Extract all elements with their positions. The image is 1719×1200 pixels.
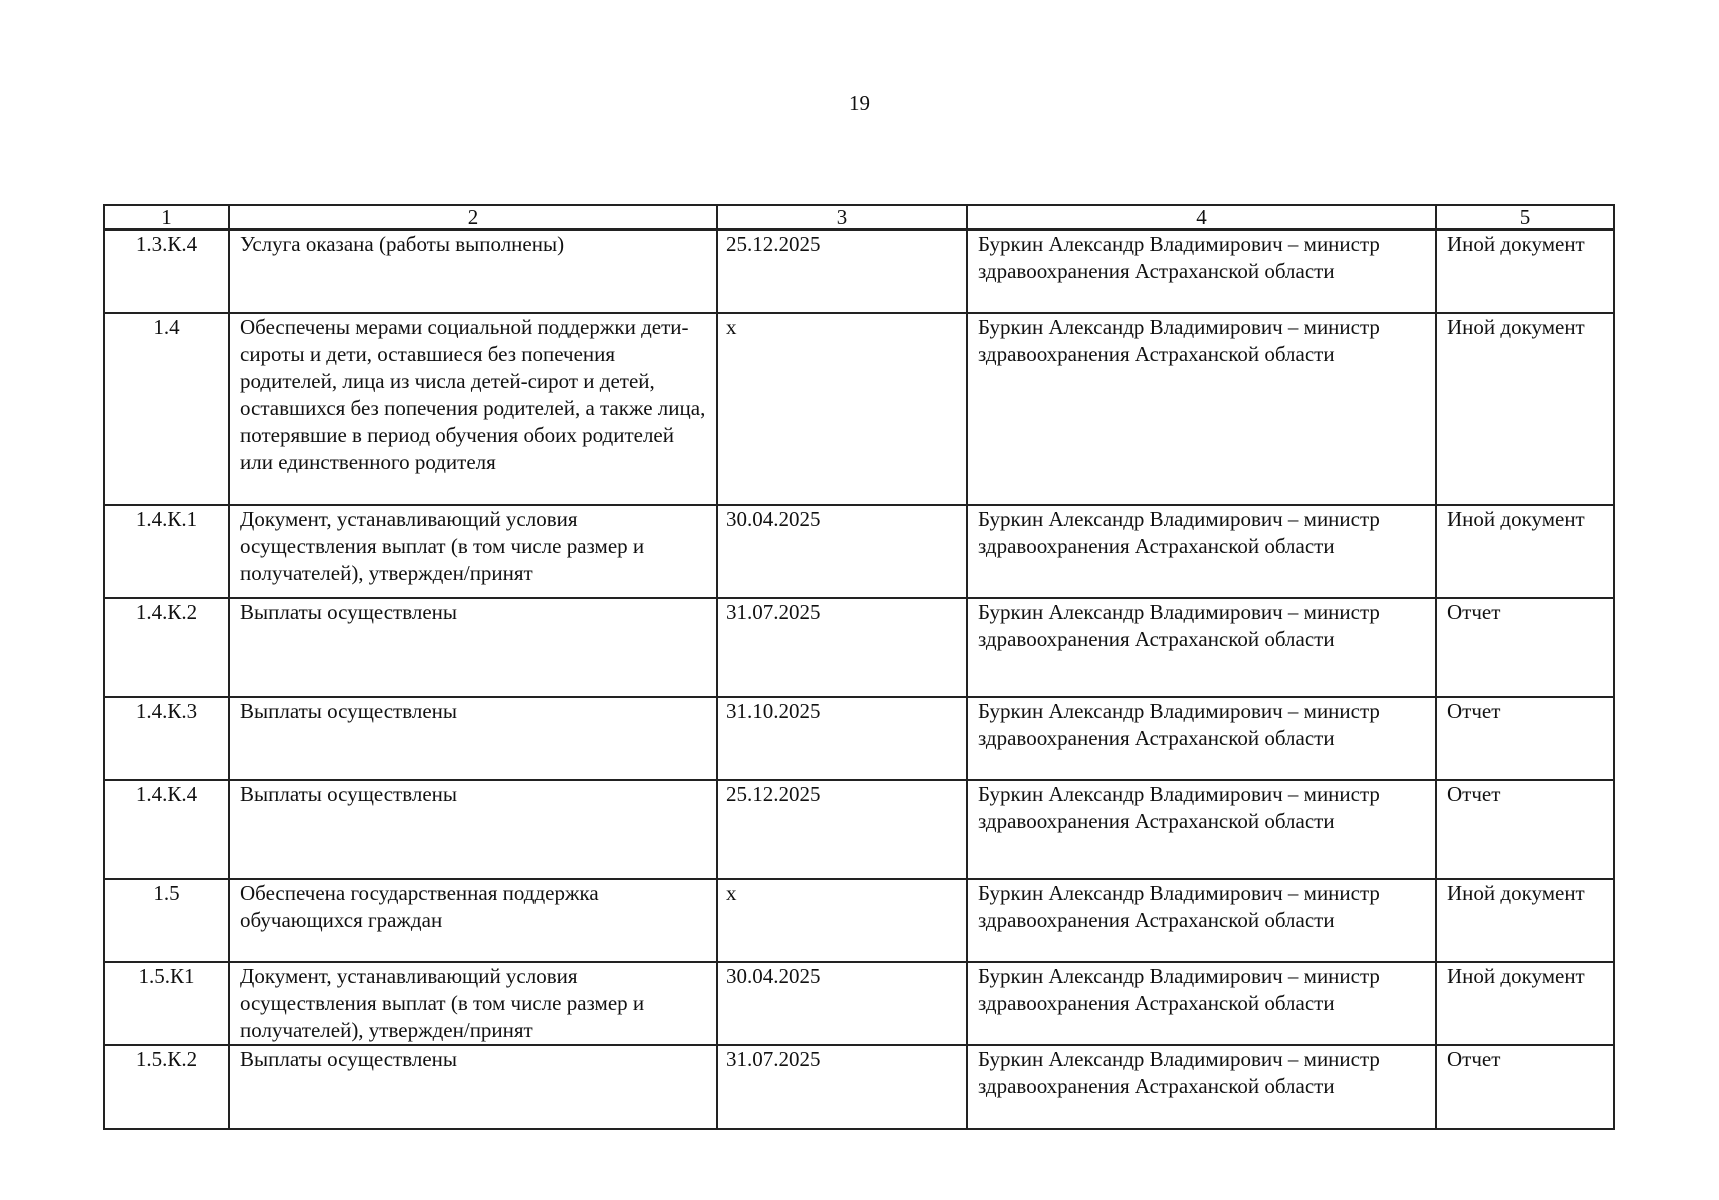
row-date: 25.12.2025	[717, 780, 967, 879]
table-header-row	[104, 205, 1614, 230]
page-number: 19	[849, 91, 870, 115]
row-code: 1.3.К.4	[104, 230, 229, 313]
row-responsible: Буркин Александр Владимирович – министр здравоохранения Астраханской области	[967, 697, 1436, 780]
row-code: 1.4.К.1	[104, 505, 229, 598]
row-date: х	[717, 879, 967, 962]
table-row	[104, 505, 1614, 598]
table-row	[104, 230, 1614, 313]
table-row	[104, 1045, 1614, 1129]
row-code: 1.5.К.2	[104, 1045, 229, 1129]
row-description: Выплаты осуществлены	[229, 697, 717, 780]
column-header: 4	[967, 205, 1436, 230]
table-row	[104, 962, 1614, 1045]
column-header: 5	[1436, 205, 1614, 230]
row-document-type: Иной документ	[1436, 313, 1614, 505]
row-date: 31.07.2025	[717, 1045, 967, 1129]
row-code: 1.4	[104, 313, 229, 505]
table-row	[104, 313, 1614, 505]
row-description: Выплаты осуществлены	[229, 1045, 717, 1129]
row-responsible: Буркин Александр Владимирович – министр здравоохранения Астраханской области	[967, 879, 1436, 962]
row-description: Обеспечены мерами социальной поддержки дети-сироты и дети, оставшиеся без попечения родителей, лица из числа детей-сирот и детей, оставшихся без попечения родителей, а также лица, потерявшие в период обучения обоих родителей или единственного родителя	[229, 313, 717, 505]
row-description: Выплаты осуществлены	[229, 598, 717, 697]
data-table	[103, 204, 1615, 1130]
row-code: 1.4.К.3	[104, 697, 229, 780]
row-description: Выплаты осуществлены	[229, 780, 717, 879]
row-code: 1.4.К.2	[104, 598, 229, 697]
row-description: Обеспечена государственная поддержка обучающихся граждан	[229, 879, 717, 962]
row-description: Документ, устанавливающий условия осуществления выплат (в том числе размер и получателей), утвержден/принят	[229, 505, 717, 598]
row-responsible: Буркин Александр Владимирович – министр здравоохранения Астраханской области	[967, 598, 1436, 697]
row-responsible: Буркин Александр Владимирович – министр здравоохранения Астраханской области	[967, 962, 1436, 1045]
row-date: 25.12.2025	[717, 230, 967, 313]
column-header: 3	[717, 205, 967, 230]
row-responsible: Буркин Александр Владимирович – министр здравоохранения Астраханской области	[967, 313, 1436, 505]
row-date: х	[717, 313, 967, 505]
row-document-type: Иной документ	[1436, 505, 1614, 598]
table-row	[104, 879, 1614, 962]
row-document-type: Отчет	[1436, 1045, 1614, 1129]
column-header: 2	[229, 205, 717, 230]
row-description: Документ, устанавливающий условия осуществления выплат (в том числе размер и получателей), утвержден/принят	[229, 962, 717, 1045]
row-code: 1.5	[104, 879, 229, 962]
row-document-type: Отчет	[1436, 598, 1614, 697]
row-date: 31.07.2025	[717, 598, 967, 697]
table-row	[104, 780, 1614, 879]
table-row	[104, 697, 1614, 780]
row-responsible: Буркин Александр Владимирович – министр здравоохранения Астраханской области	[967, 505, 1436, 598]
row-document-type: Отчет	[1436, 780, 1614, 879]
row-date: 30.04.2025	[717, 505, 967, 598]
row-date: 31.10.2025	[717, 697, 967, 780]
row-responsible: Буркин Александр Владимирович – министр здравоохранения Астраханской области	[967, 780, 1436, 879]
row-document-type: Иной документ	[1436, 230, 1614, 313]
row-responsible: Буркин Александр Владимирович – министр здравоохранения Астраханской области	[967, 1045, 1436, 1129]
row-document-type: Иной документ	[1436, 879, 1614, 962]
row-responsible: Буркин Александр Владимирович – министр здравоохранения Астраханской области	[967, 230, 1436, 313]
table-row	[104, 598, 1614, 697]
row-document-type: Иной документ	[1436, 962, 1614, 1045]
column-header: 1	[104, 205, 229, 230]
row-code: 1.5.К1	[104, 962, 229, 1045]
row-document-type: Отчет	[1436, 697, 1614, 780]
row-code: 1.4.К.4	[104, 780, 229, 879]
row-description: Услуга оказана (работы выполнены)	[229, 230, 717, 313]
row-date: 30.04.2025	[717, 962, 967, 1045]
